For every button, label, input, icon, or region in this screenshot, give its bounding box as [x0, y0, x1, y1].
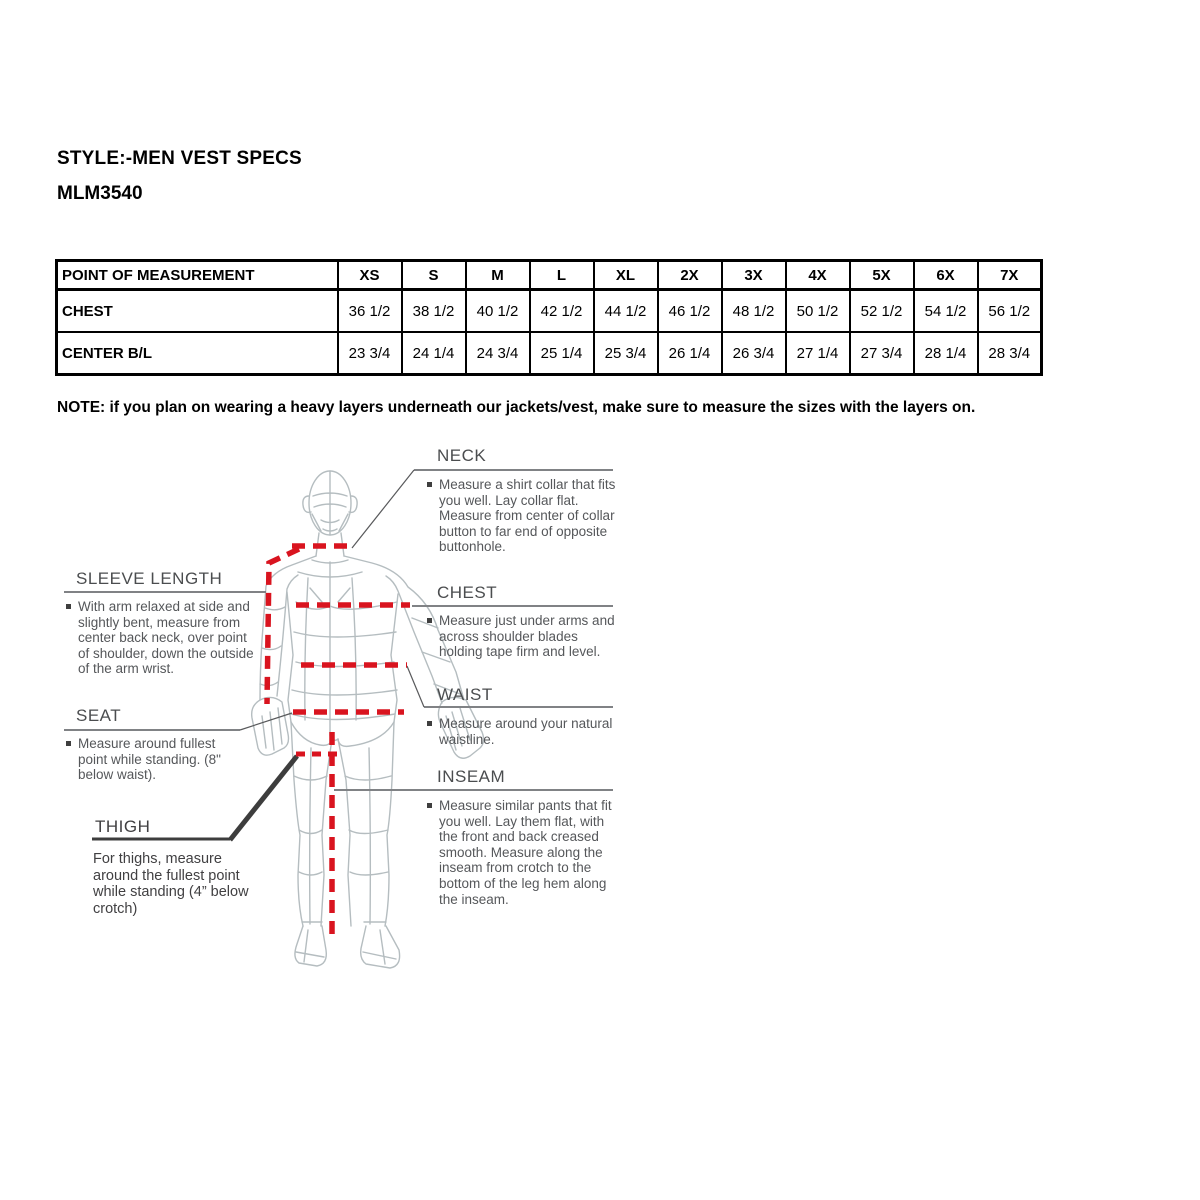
thigh-description: For thighs, measure around the fullest point while standing (4” below crotch)	[93, 851, 249, 917]
col-header-xs: XS	[338, 261, 402, 290]
thigh-heading: THIGH	[95, 817, 151, 836]
table-cell: 23 3/4	[338, 332, 402, 375]
bullet-icon	[66, 604, 71, 609]
table-cell: 46 1/2	[658, 290, 722, 333]
chest-description: Measure just under arms and across shoulder blades holding tape firm and level.	[427, 613, 619, 660]
table-cell: 52 1/2	[850, 290, 914, 333]
col-header-2x: 2X	[658, 261, 722, 290]
table-cell: 24 1/4	[402, 332, 466, 375]
table-cell: 26 3/4	[722, 332, 786, 375]
table-cell: 48 1/2	[722, 290, 786, 333]
col-header-6x: 6X	[914, 261, 978, 290]
row-label: CHEST	[57, 290, 338, 333]
col-header-point-of-measurement: POINT OF MEASUREMENT	[57, 261, 338, 290]
bullet-icon	[427, 618, 432, 623]
col-header-m: M	[466, 261, 530, 290]
col-header-s: S	[402, 261, 466, 290]
table-cell: 25 1/4	[530, 332, 594, 375]
inseam-description: Measure similar pants that fit you well. Lay them flat, with the front and back creased smooth. Measure along the inseam from crotch to the bottom of the leg hem along the inseam.	[427, 798, 622, 907]
page-title: STYLE:-MEN VEST SPECS	[57, 148, 302, 169]
inseam-heading: INSEAM	[437, 767, 506, 786]
table-cell: 28 3/4	[978, 332, 1042, 375]
table-cell: 24 3/4	[466, 332, 530, 375]
seat-description: Measure around fullest point while standing. (8" below waist).	[66, 736, 236, 783]
bullet-icon	[427, 482, 432, 487]
bullet-icon	[66, 741, 71, 746]
waist-description: Measure around your natural waistline.	[427, 716, 619, 747]
note-text: NOTE: if you plan on wearing a heavy layers underneath our jackets/vest, make sure to measure the sizes with the layers on.	[57, 399, 976, 416]
table-cell: 27 1/4	[786, 332, 850, 375]
waist-heading: WAIST	[437, 685, 493, 704]
table-cell: 27 3/4	[850, 332, 914, 375]
table-cell: 38 1/2	[402, 290, 466, 333]
sleeve-length-heading: SLEEVE LENGTH	[76, 569, 223, 588]
table-cell: 25 3/4	[594, 332, 658, 375]
bullet-icon	[427, 721, 432, 726]
row-label: CENTER B/L	[57, 332, 338, 375]
table-cell: 54 1/2	[914, 290, 978, 333]
col-header-7x: 7X	[978, 261, 1042, 290]
style-code: MLM3540	[57, 183, 143, 204]
bullet-icon	[427, 803, 432, 808]
col-header-3x: 3X	[722, 261, 786, 290]
sleeve-length-description: With arm relaxed at side and slightly bent, measure from center back neck, over point of shoulder, down the outside of the arm wrist.	[66, 599, 258, 677]
col-header-l: L	[530, 261, 594, 290]
table-cell: 26 1/4	[658, 332, 722, 375]
table-cell: 56 1/2	[978, 290, 1042, 333]
table-cell: 36 1/2	[338, 290, 402, 333]
table-cell: 40 1/2	[466, 290, 530, 333]
col-header-4x: 4X	[786, 261, 850, 290]
table-cell: 44 1/2	[594, 290, 658, 333]
neck-description: Measure a shirt collar that fits you well. Lay collar flat. Measure from center of collar button to far end of opposite buttonhole.	[427, 477, 619, 555]
seat-heading: SEAT	[76, 706, 122, 725]
col-header-5x: 5X	[850, 261, 914, 290]
chest-heading: CHEST	[437, 583, 498, 602]
table-cell: 50 1/2	[786, 290, 850, 333]
col-header-xl: XL	[594, 261, 658, 290]
table-cell: 28 1/4	[914, 332, 978, 375]
table-cell: 42 1/2	[530, 290, 594, 333]
neck-heading: NECK	[437, 446, 487, 465]
